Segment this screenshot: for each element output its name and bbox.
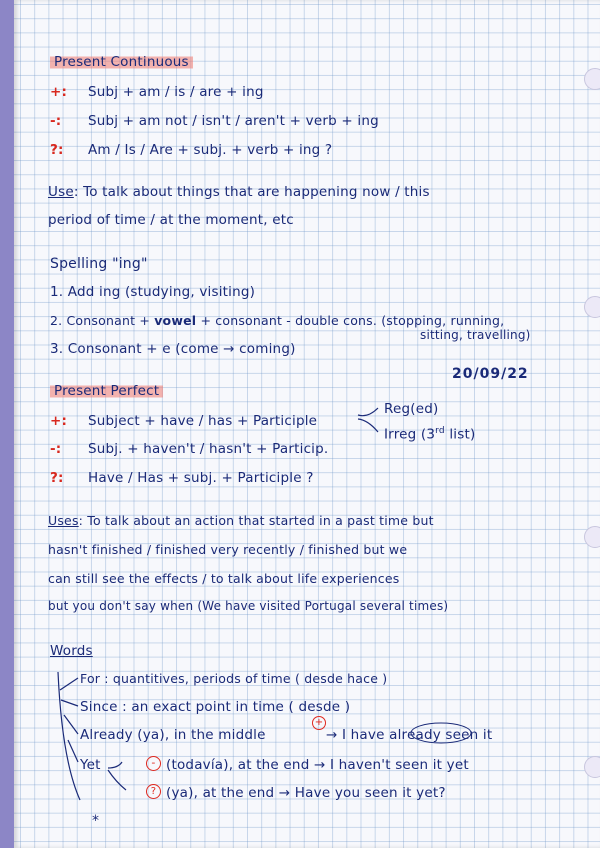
pc-negative-symbol: -: — [50, 113, 62, 129]
pp-irregular-sup: rd — [435, 426, 445, 436]
uses-label: Uses — [48, 513, 79, 528]
pc-question-symbol: ?: — [50, 142, 64, 158]
spelling-item-1: 1. Add ing (studying, visiting) — [50, 284, 256, 300]
uses-line-4: but you don't say when (We have visited Portugal several times) — [48, 599, 449, 613]
use-label: Use — [48, 184, 74, 200]
words-since: Since : an exact point in time ( desde ) — [80, 699, 351, 715]
pp-regular: Reg(ed) — [384, 401, 439, 417]
spelling-item-2-end: + consonant - double cons. (stopping, running, — [200, 313, 505, 328]
uses-line-2: hasn't finished / finished very recently / finished but we — [48, 542, 408, 557]
minus-circle-icon: - — [146, 756, 161, 771]
pp-negative-symbol: -: — [50, 441, 62, 457]
pc-question-rule: Am / Is / Are + subj. + verb + ing ? — [88, 142, 333, 158]
spelling-item-2-vowel: vowel — [154, 313, 197, 328]
uses-line-1: : To talk about an action that started in a past time but — [78, 513, 434, 528]
pp-positive-rule: Subject + have / has + Participle — [88, 413, 318, 429]
words-yet-negative: (todavía), at the end → I haven't seen it yet — [166, 757, 469, 773]
words-for: For : quantitives, periods of time ( desde hace ) — [80, 671, 388, 686]
words-yet-question: (ya), at the end → Have you seen it yet? — [166, 785, 446, 801]
spelling-item-2-continuation: sitting, travelling) — [420, 328, 531, 342]
star-mark: * — [92, 813, 100, 829]
spelling-title: Spelling "ing" — [50, 256, 148, 272]
plus-circle-icon: + — [312, 716, 326, 730]
date-label: 20/09/22 — [452, 366, 529, 382]
pc-negative-rule: Subj + am not / isn't / aren't + verb + ing — [88, 113, 379, 129]
spelling-item-3: 3. Consonant + e (come → coming) — [50, 341, 296, 357]
uses-line-3: can still see the effects / to talk about life experiences — [48, 571, 400, 586]
words-title: Words — [50, 643, 93, 659]
use-line-1: : To talk about things that are happening now / this — [73, 184, 430, 200]
pp-irregular-end: list) — [444, 426, 476, 443]
words-yet: Yet — [80, 757, 101, 773]
pc-positive-rule: Subj + am / is / are + ing — [88, 84, 264, 100]
words-already: Already (ya), in the middle — [80, 727, 266, 743]
pc-positive-symbol: +: — [50, 84, 68, 100]
pp-irregular-start: Irreg (3 — [384, 426, 436, 443]
pp-question-rule: Have / Has + subj. + Participle ? — [88, 470, 314, 486]
present-perfect-title: Present Perfect — [50, 383, 163, 399]
pp-question-symbol: ?: — [50, 470, 64, 486]
words-already-example: → I have already seen it — [326, 727, 493, 743]
spelling-item-2-start: 2. Consonant + — [50, 313, 151, 328]
present-continuous-title: Present Continuous — [50, 54, 193, 70]
question-circle-icon: ? — [146, 784, 161, 799]
use-line-2: period of time / at the moment, etc — [48, 212, 294, 228]
pp-positive-symbol: +: — [50, 413, 68, 429]
pp-negative-rule: Subj. + haven't / hasn't + Particip. — [88, 441, 329, 457]
